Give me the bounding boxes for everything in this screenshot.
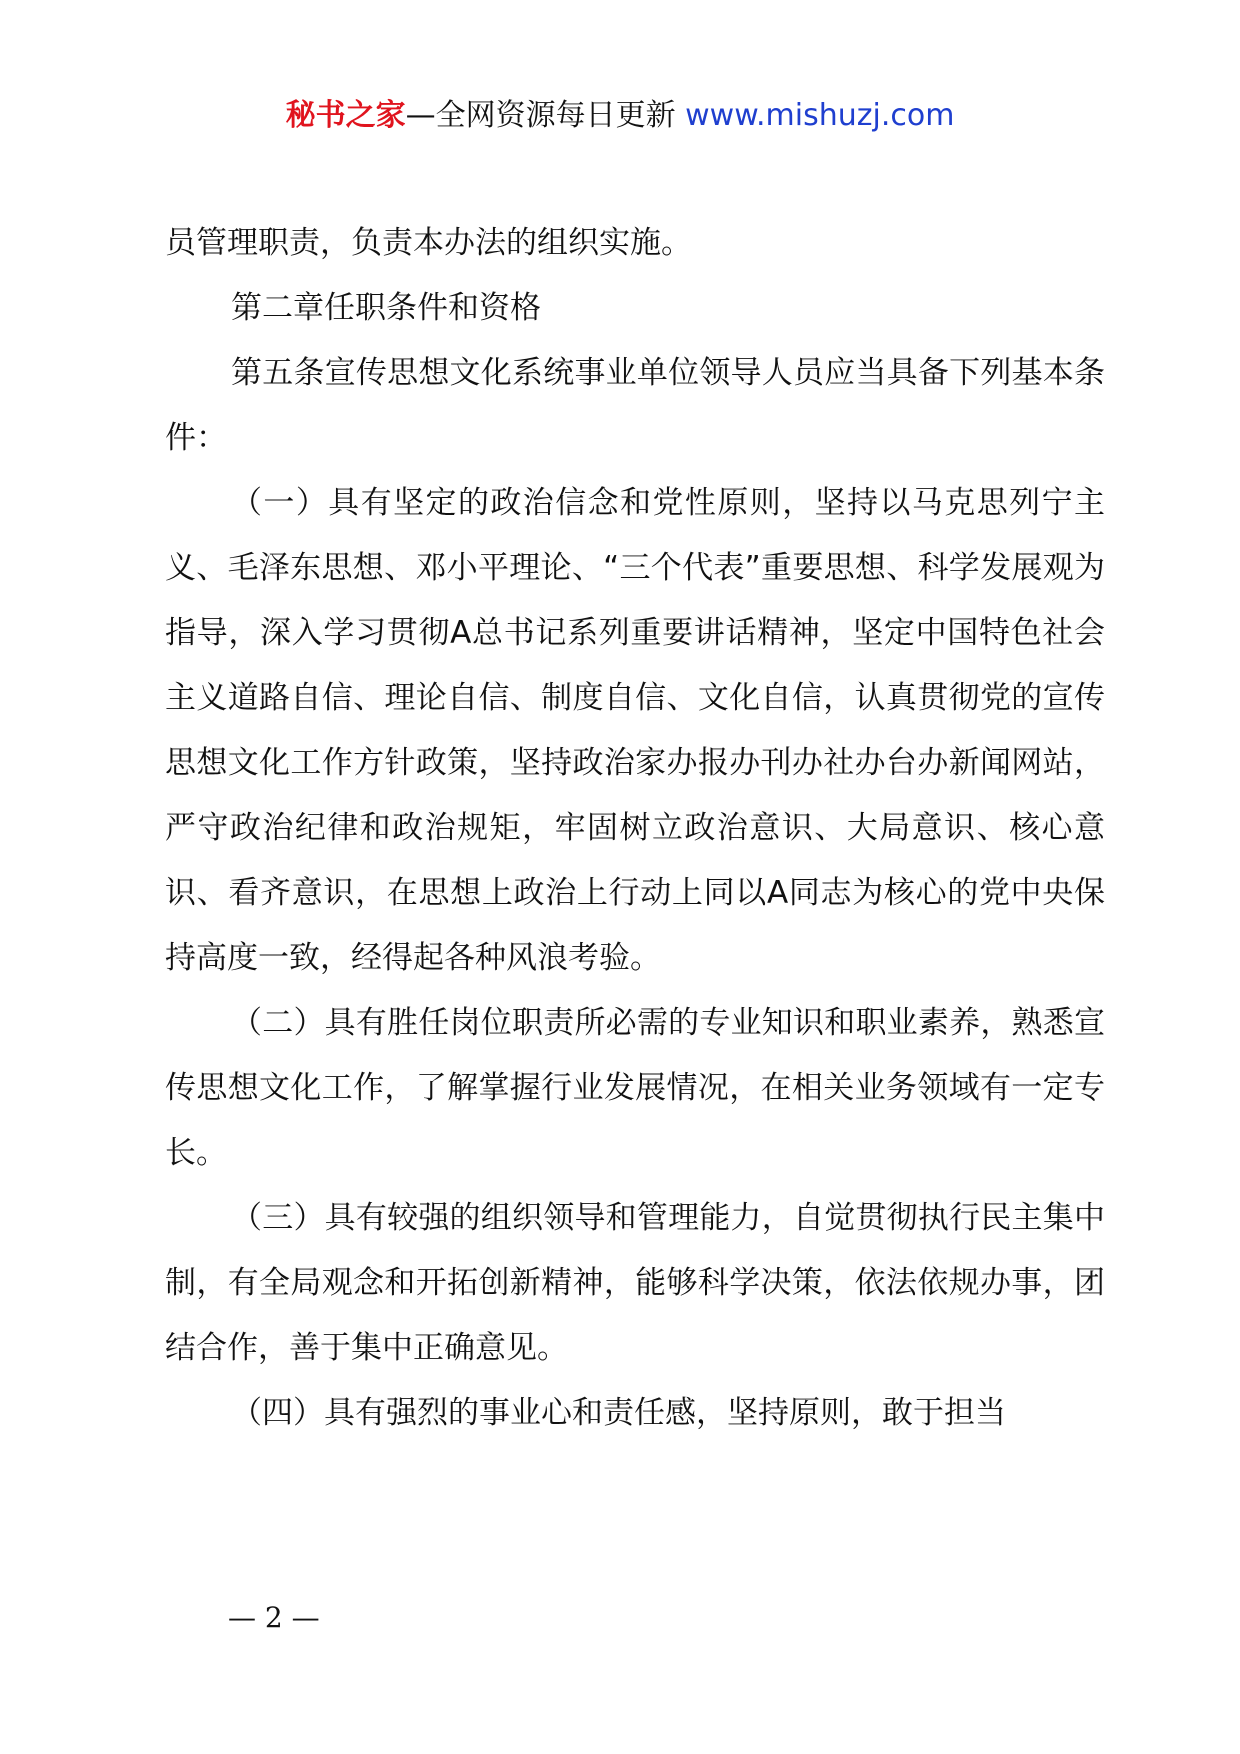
site-url-link[interactable]: www.mishuzj.com — [685, 98, 955, 133]
brand-name: 秘书之家 — [285, 98, 406, 133]
article-5: 第五条宣传思想文化系统事业单位领导人员应当具备下列基本条件： — [165, 355, 1105, 456]
condition-2: （二）具有胜任岗位职责所必需的专业知识和职业素养，熟悉宣传思想文化工作，了解掌握行业发展情况，在相关业务领域有一定专长。 — [165, 1005, 1105, 1171]
header-slogan: —全网资源每日更新 — [405, 98, 676, 133]
page-number: — 2 — — [228, 1601, 320, 1634]
site-header — [0, 96, 1240, 136]
document-body — [165, 211, 1105, 1446]
condition-4: （四）具有强烈的事业心和责任感，坚持原则，敢于担当 — [231, 1395, 1006, 1431]
chapter-heading: 第二章任职条件和资格 — [231, 290, 541, 326]
paragraph-continuation: 员管理职责，负责本办法的组织实施。 — [165, 225, 692, 261]
condition-3: （三）具有较强的组织领导和管理能力，自觉贯彻执行民主集中制，有全局观念和开拓创新精神，能够科学决策，依法依规办事，团结合作，善于集中正确意见。 — [165, 1200, 1105, 1366]
condition-1: （一）具有坚定的政治信念和党性原则，坚持以马克思列宁主义、毛泽东思想、邓小平理论、“三个代表”重要思想、科学发展观为指导，深入学习贯彻A总书记系列重要讲话精神，坚定中国特色社会主义道路自信、理论自信、制度自信、文化自信，认真贯彻党的宣传思想文化工作方针政策，坚持政治家办报办刊办社办台办新闻网站，严守政治纪律和政治规矩，牢固树立政治意识、大局意识、核心意识、看齐意识，在思想上政治上行动上同以A同志为核心的党中央保持高度一致，经得起各种风浪考验。 — [165, 485, 1105, 976]
